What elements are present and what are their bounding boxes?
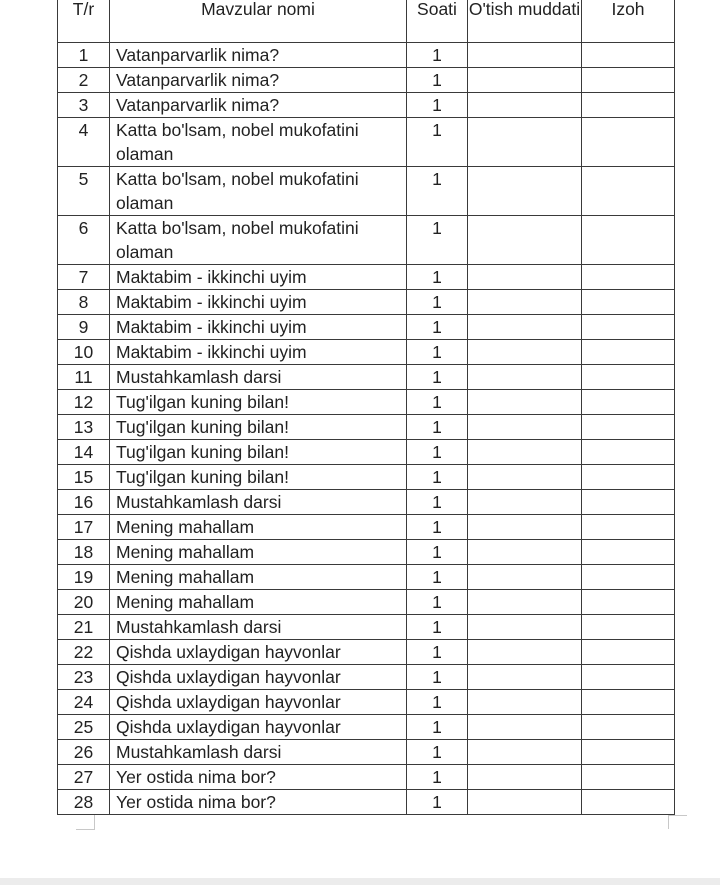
row-note bbox=[582, 118, 675, 167]
row-deadline bbox=[468, 340, 582, 365]
header-number: T/r bbox=[58, 0, 110, 43]
row-hours: 1 bbox=[407, 216, 468, 265]
row-note bbox=[582, 167, 675, 216]
row-deadline bbox=[468, 490, 582, 515]
row-note bbox=[582, 340, 675, 365]
row-note bbox=[582, 715, 675, 740]
row-deadline bbox=[468, 43, 582, 68]
row-deadline bbox=[468, 765, 582, 790]
row-deadline bbox=[468, 640, 582, 665]
row-deadline bbox=[468, 315, 582, 340]
row-number: 16 bbox=[58, 490, 110, 515]
row-topic: Mening mahallam bbox=[110, 565, 407, 590]
row-topic: Mustahkamlash darsi bbox=[110, 490, 407, 515]
row-topic: Maktabim - ikkinchi uyim bbox=[110, 265, 407, 290]
table-row bbox=[58, 715, 675, 740]
row-number: 21 bbox=[58, 615, 110, 640]
table-row bbox=[58, 590, 675, 615]
row-deadline bbox=[468, 715, 582, 740]
row-number: 5 bbox=[58, 167, 110, 216]
row-topic: Vatanparvarlik nima? bbox=[110, 43, 407, 68]
row-deadline bbox=[468, 167, 582, 216]
row-hours: 1 bbox=[407, 315, 468, 340]
row-topic: Tug'ilgan kuning bilan! bbox=[110, 390, 407, 415]
row-number: 20 bbox=[58, 590, 110, 615]
row-note bbox=[582, 315, 675, 340]
row-topic: Katta bo'lsam, nobel mukofatini olaman bbox=[110, 167, 407, 216]
row-hours: 1 bbox=[407, 590, 468, 615]
row-deadline bbox=[468, 216, 582, 265]
table-row bbox=[58, 415, 675, 440]
row-deadline bbox=[468, 690, 582, 715]
row-hours: 1 bbox=[407, 615, 468, 640]
row-hours: 1 bbox=[407, 390, 468, 415]
row-hours: 1 bbox=[407, 515, 468, 540]
row-hours: 1 bbox=[407, 167, 468, 216]
row-deadline bbox=[468, 740, 582, 765]
table-row bbox=[58, 665, 675, 690]
row-hours: 1 bbox=[407, 43, 468, 68]
header-note: Izoh bbox=[582, 0, 675, 43]
row-number: 1 bbox=[58, 43, 110, 68]
row-deadline bbox=[468, 93, 582, 118]
table-row bbox=[58, 315, 675, 340]
row-number: 10 bbox=[58, 340, 110, 365]
row-deadline bbox=[468, 68, 582, 93]
row-topic: Mustahkamlash darsi bbox=[110, 365, 407, 390]
row-topic: Qishda uxlaydigan hayvonlar bbox=[110, 690, 407, 715]
table-body bbox=[58, 43, 675, 815]
row-deadline bbox=[468, 390, 582, 415]
row-topic: Tug'ilgan kuning bilan! bbox=[110, 415, 407, 440]
row-note bbox=[582, 490, 675, 515]
row-hours: 1 bbox=[407, 565, 468, 590]
header-deadline: O'tish muddati bbox=[468, 0, 582, 43]
row-note bbox=[582, 765, 675, 790]
row-number: 24 bbox=[58, 690, 110, 715]
row-note bbox=[582, 216, 675, 265]
row-topic: Qishda uxlaydigan hayvonlar bbox=[110, 715, 407, 740]
row-hours: 1 bbox=[407, 765, 468, 790]
row-note bbox=[582, 590, 675, 615]
table-row bbox=[58, 43, 675, 68]
row-topic: Vatanparvarlik nima? bbox=[110, 93, 407, 118]
table-row bbox=[58, 465, 675, 490]
table-row bbox=[58, 290, 675, 315]
row-topic: Katta bo'lsam, nobel mukofatini olaman bbox=[110, 216, 407, 265]
row-note bbox=[582, 290, 675, 315]
row-note bbox=[582, 365, 675, 390]
lesson-plan-table bbox=[57, 0, 675, 815]
row-number: 19 bbox=[58, 565, 110, 590]
table-row bbox=[58, 615, 675, 640]
row-number: 2 bbox=[58, 68, 110, 93]
table-row bbox=[58, 565, 675, 590]
row-deadline bbox=[468, 290, 582, 315]
row-topic: Tug'ilgan kuning bilan! bbox=[110, 465, 407, 490]
row-topic: Maktabim - ikkinchi uyim bbox=[110, 340, 407, 365]
row-note bbox=[582, 93, 675, 118]
row-topic: Maktabim - ikkinchi uyim bbox=[110, 315, 407, 340]
row-topic: Mening mahallam bbox=[110, 540, 407, 565]
row-number: 12 bbox=[58, 390, 110, 415]
row-hours: 1 bbox=[407, 93, 468, 118]
row-deadline bbox=[468, 590, 582, 615]
page-bottom-edge bbox=[0, 878, 720, 885]
row-number: 15 bbox=[58, 465, 110, 490]
table-row bbox=[58, 640, 675, 665]
row-number: 23 bbox=[58, 665, 110, 690]
row-hours: 1 bbox=[407, 665, 468, 690]
row-note bbox=[582, 68, 675, 93]
row-deadline bbox=[468, 465, 582, 490]
table-row bbox=[58, 540, 675, 565]
row-note bbox=[582, 615, 675, 640]
row-hours: 1 bbox=[407, 340, 468, 365]
table-row bbox=[58, 167, 675, 216]
row-number: 22 bbox=[58, 640, 110, 665]
row-hours: 1 bbox=[407, 365, 468, 390]
row-topic: Qishda uxlaydigan hayvonlar bbox=[110, 640, 407, 665]
row-deadline bbox=[468, 265, 582, 290]
row-number: 25 bbox=[58, 715, 110, 740]
table-row bbox=[58, 740, 675, 765]
row-number: 9 bbox=[58, 315, 110, 340]
table-row bbox=[58, 340, 675, 365]
table-row bbox=[58, 216, 675, 265]
row-hours: 1 bbox=[407, 265, 468, 290]
table-row bbox=[58, 390, 675, 415]
row-note bbox=[582, 740, 675, 765]
row-hours: 1 bbox=[407, 490, 468, 515]
row-deadline bbox=[468, 515, 582, 540]
row-note bbox=[582, 440, 675, 465]
row-number: 28 bbox=[58, 790, 110, 815]
row-topic: Katta bo'lsam, nobel mukofatini olaman bbox=[110, 118, 407, 167]
row-topic: Mustahkamlash darsi bbox=[110, 615, 407, 640]
table-row bbox=[58, 265, 675, 290]
table-row bbox=[58, 690, 675, 715]
table-row bbox=[58, 490, 675, 515]
row-deadline bbox=[468, 565, 582, 590]
row-hours: 1 bbox=[407, 640, 468, 665]
row-number: 4 bbox=[58, 118, 110, 167]
table-row bbox=[58, 515, 675, 540]
table-row bbox=[58, 365, 675, 390]
row-note bbox=[582, 565, 675, 590]
row-hours: 1 bbox=[407, 415, 468, 440]
row-hours: 1 bbox=[407, 290, 468, 315]
row-hours: 1 bbox=[407, 790, 468, 815]
row-note bbox=[582, 415, 675, 440]
row-number: 7 bbox=[58, 265, 110, 290]
row-number: 6 bbox=[58, 216, 110, 265]
row-topic: Qishda uxlaydigan hayvonlar bbox=[110, 665, 407, 690]
row-deadline bbox=[468, 440, 582, 465]
row-note bbox=[582, 665, 675, 690]
table-row bbox=[58, 790, 675, 815]
row-topic: Tug'ilgan kuning bilan! bbox=[110, 440, 407, 465]
row-deadline bbox=[468, 615, 582, 640]
header-hours: Soati bbox=[407, 0, 468, 43]
table-row bbox=[58, 118, 675, 167]
header-topic: Mavzular nomi bbox=[110, 0, 407, 43]
row-note bbox=[582, 465, 675, 490]
row-topic: Yer ostida nima bor? bbox=[110, 765, 407, 790]
row-hours: 1 bbox=[407, 690, 468, 715]
row-topic: Yer ostida nima bor? bbox=[110, 790, 407, 815]
row-topic: Maktabim - ikkinchi uyim bbox=[110, 290, 407, 315]
row-number: 11 bbox=[58, 365, 110, 390]
row-note bbox=[582, 390, 675, 415]
row-hours: 1 bbox=[407, 118, 468, 167]
row-hours: 1 bbox=[407, 465, 468, 490]
page-corner-mark-left bbox=[76, 815, 95, 830]
row-note bbox=[582, 43, 675, 68]
table-row bbox=[58, 68, 675, 93]
row-deadline bbox=[468, 415, 582, 440]
page-corner-mark-right bbox=[668, 815, 687, 829]
row-hours: 1 bbox=[407, 440, 468, 465]
row-deadline bbox=[468, 665, 582, 690]
row-number: 26 bbox=[58, 740, 110, 765]
row-topic: Mustahkamlash darsi bbox=[110, 740, 407, 765]
table-header-row bbox=[58, 0, 675, 43]
row-deadline bbox=[468, 540, 582, 565]
row-number: 14 bbox=[58, 440, 110, 465]
row-topic: Mening mahallam bbox=[110, 515, 407, 540]
row-note bbox=[582, 515, 675, 540]
row-note bbox=[582, 265, 675, 290]
row-topic: Vatanparvarlik nima? bbox=[110, 68, 407, 93]
row-number: 17 bbox=[58, 515, 110, 540]
row-number: 27 bbox=[58, 765, 110, 790]
row-note bbox=[582, 640, 675, 665]
row-note bbox=[582, 690, 675, 715]
row-deadline bbox=[468, 118, 582, 167]
table-row bbox=[58, 440, 675, 465]
row-hours: 1 bbox=[407, 715, 468, 740]
row-number: 18 bbox=[58, 540, 110, 565]
row-note bbox=[582, 790, 675, 815]
row-hours: 1 bbox=[407, 68, 468, 93]
row-hours: 1 bbox=[407, 740, 468, 765]
row-number: 13 bbox=[58, 415, 110, 440]
row-deadline bbox=[468, 790, 582, 815]
row-deadline bbox=[468, 365, 582, 390]
table-row bbox=[58, 93, 675, 118]
row-topic: Mening mahallam bbox=[110, 590, 407, 615]
table-row bbox=[58, 765, 675, 790]
row-note bbox=[582, 540, 675, 565]
row-number: 3 bbox=[58, 93, 110, 118]
row-hours: 1 bbox=[407, 540, 468, 565]
row-number: 8 bbox=[58, 290, 110, 315]
